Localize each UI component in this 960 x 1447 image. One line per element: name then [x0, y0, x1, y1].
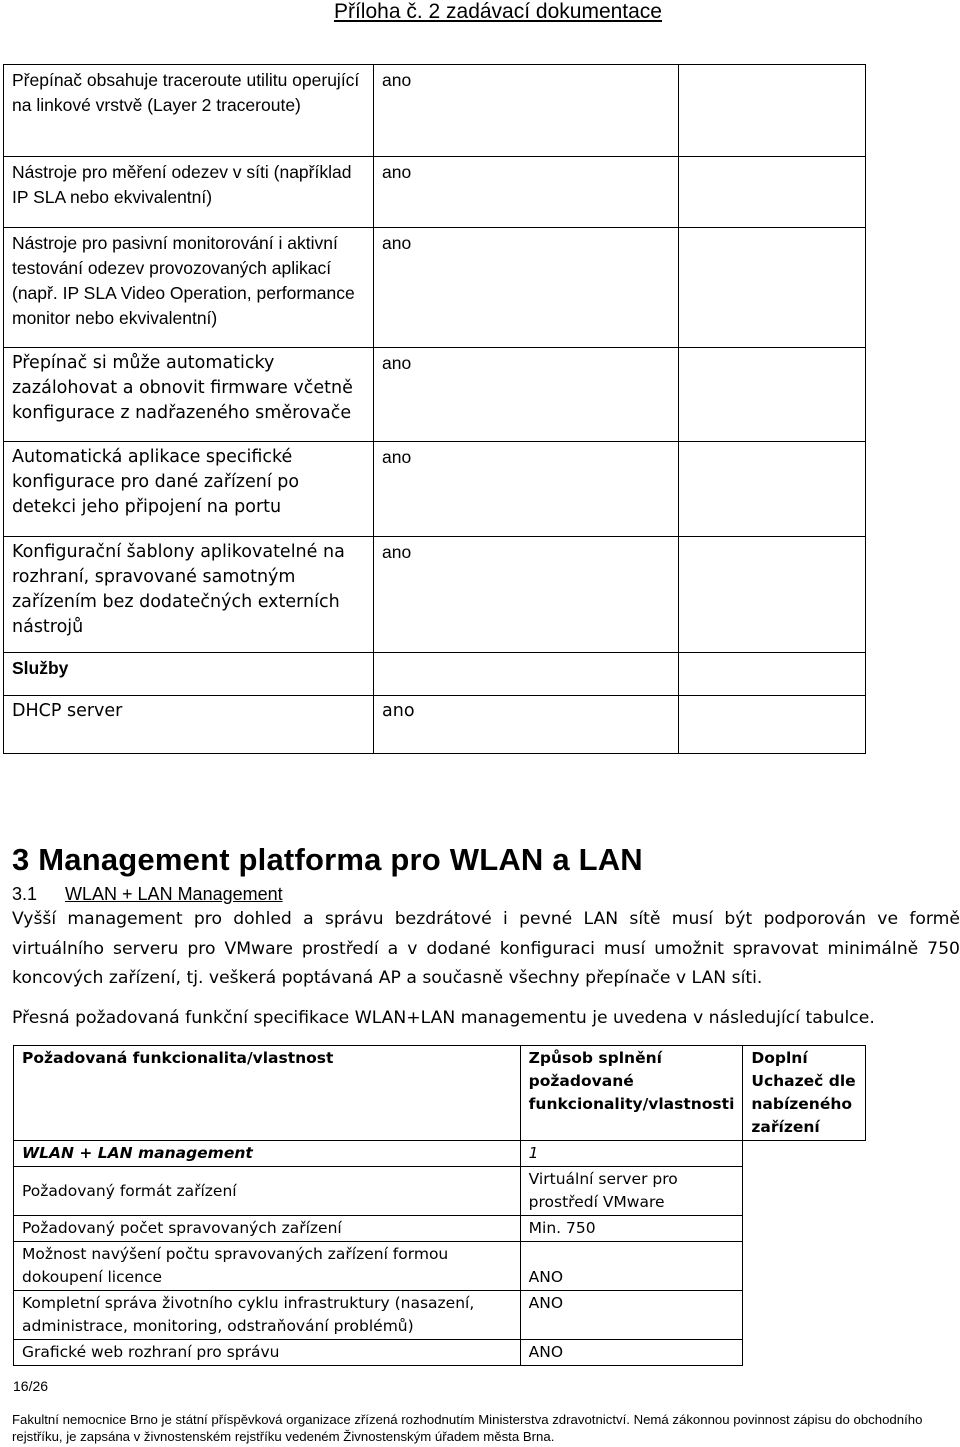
requirement-label: Nástroje pro měření odezev v síti (například IP SLA nebo ekvivalentní)	[4, 157, 374, 228]
paragraph: Přesná požadovaná funkční specifikace WLAN+LAN managementu je uvedena v následující tabulce.	[12, 1008, 875, 1028]
requirement-label: Konfigurační šablony aplikovatelné na rozhraní, spravované samotným zařízením bez dodatečných externích nástrojů	[4, 537, 374, 653]
empty-cell	[743, 1242, 866, 1291]
requirement-label-text: Nástroje pro pasivní monitorování i aktivní testování odezev provozovaných aplikací (např. IP SLA Video Operation, performance monitor nebo ekvivalentní)	[12, 233, 355, 328]
table-row	[4, 442, 866, 537]
group-row	[14, 1141, 866, 1167]
requirement-label	[4, 228, 374, 348]
table-row	[14, 1242, 866, 1291]
subsection-title: WLAN + LAN Management	[65, 884, 283, 904]
requirement-value: ano	[374, 228, 679, 348]
document-header: Příloha č. 2 zadávací dokumentace	[333, 0, 662, 23]
empty-cell	[743, 1141, 866, 1167]
requirement-label: DHCP server	[4, 696, 374, 754]
subsection-heading	[12, 884, 283, 905]
table-row	[4, 65, 866, 157]
paragraph: Vyšší management pro dohled a správu bezdrátové i pevné LAN sítě musí být podporován ve formě virtuálního serveru pro VMware prostředí a v dodané konfiguraci musí umožnit spravovat minimálně 750 koncových zařízení, tj. veškerá poptávaná AP a současně všechny přepínače v LAN síti.	[12, 909, 960, 988]
requirement-value: ano	[374, 65, 679, 157]
requirement-value: ano	[374, 348, 679, 442]
footer-text: Fakultní nemocnice Brno je státní příspěvková organizace zřízená rozhodnutím Ministerstva zdravotnictví. Nemá zákonnou povinnost zápisu do obchodního rejstříku, je zapsána v živnostenském rejstříku vedeném Živnostenským úřadem města Brna.	[12, 1412, 923, 1444]
empty-cell	[679, 653, 866, 696]
column-header: Doplní Uchazeč dle nabízeného zařízení	[743, 1046, 866, 1141]
table-row	[4, 348, 866, 442]
table-header-row	[14, 1046, 866, 1141]
feature-value: ANO	[520, 1291, 743, 1340]
empty-cell	[679, 348, 866, 442]
subsection-number: 3.1	[12, 884, 38, 904]
section-heading: 3 Management platforma pro WLAN a LAN	[12, 842, 643, 877]
column-header: Způsob splnění požadované funkcionality/vlastnosti	[520, 1046, 743, 1141]
table-row	[4, 537, 866, 653]
table-row	[14, 1167, 866, 1216]
feature-value: Min. 750	[520, 1216, 743, 1242]
requirement-label: Přepínač si může automaticky zazálohovat a obnovit firmware včetně konfigurace z nadřazeného směrovače	[4, 348, 374, 442]
requirement-value: ano	[374, 696, 679, 754]
feature-value: ANO	[520, 1340, 743, 1366]
empty-cell	[743, 1167, 866, 1216]
empty-cell	[679, 65, 866, 157]
table-row	[14, 1340, 866, 1366]
empty-cell	[679, 228, 866, 348]
specification-table	[13, 1045, 866, 1366]
requirement-value: ano	[374, 442, 679, 537]
feature-label: Požadovaný počet spravovaných zařízení	[14, 1216, 521, 1242]
requirement-label: Přepínač obsahuje traceroute utilitu operující na linkové vrstvě (Layer 2 traceroute)	[4, 65, 374, 157]
empty-cell	[679, 157, 866, 228]
feature-label: Grafické web rozhraní pro správu	[14, 1340, 521, 1366]
table-row	[14, 1291, 866, 1340]
requirement-label: Automatická aplikace specifické konfigurace pro dané zařízení po detekci jeho připojení na portu	[4, 442, 374, 537]
feature-value: ANO	[520, 1242, 743, 1291]
feature-label: Možnost navýšení počtu spravovaných zařízení formou dokoupení licence	[14, 1242, 521, 1291]
empty-cell	[743, 1340, 866, 1366]
empty-cell	[679, 537, 866, 653]
section-row	[4, 653, 866, 696]
table-row	[4, 228, 866, 348]
group-label: WLAN + LAN management	[14, 1141, 521, 1167]
feature-label: Požadovaný formát zařízení	[14, 1167, 521, 1216]
table-row	[4, 157, 866, 228]
requirements-table	[3, 64, 866, 754]
empty-cell	[743, 1216, 866, 1242]
feature-label: Kompletní správa životního cyklu infrastruktury (nasazení, administrace, monitoring, odstraňování problémů)	[14, 1291, 521, 1340]
page-number: 16/26	[13, 1378, 49, 1394]
table-row	[4, 696, 866, 754]
requirement-value: ano	[374, 157, 679, 228]
empty-cell	[743, 1291, 866, 1340]
section-label: Služby	[4, 653, 374, 696]
requirement-value: ano	[374, 537, 679, 653]
group-value: 1	[520, 1141, 743, 1167]
column-header: Požadovaná funkcionalita/vlastnost	[14, 1046, 521, 1141]
empty-cell	[679, 696, 866, 754]
empty-cell	[679, 442, 866, 537]
empty-cell	[374, 653, 679, 696]
feature-value: Virtuální server pro prostředí VMware	[520, 1167, 743, 1216]
table-row	[14, 1216, 866, 1242]
